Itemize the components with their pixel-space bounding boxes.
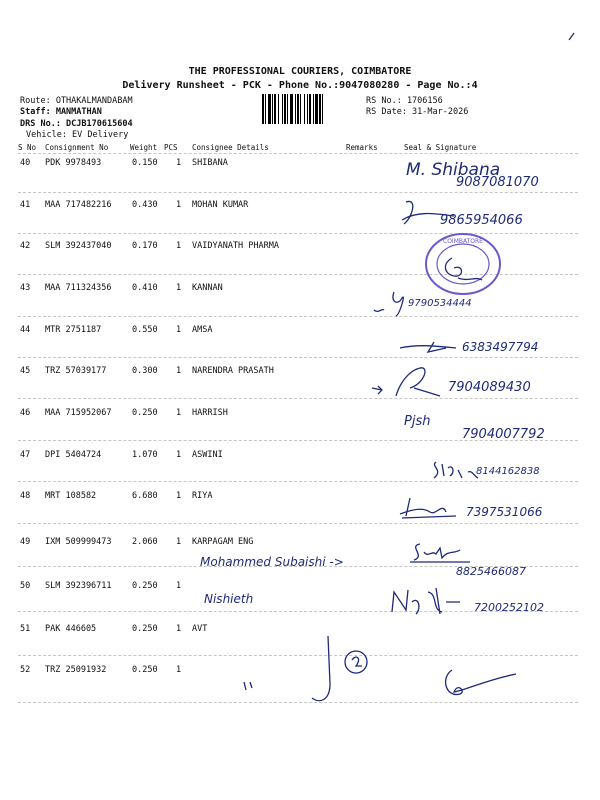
signature-r44 [398,338,458,356]
cell-sno: 40 [20,158,31,168]
handwritten-phone-r50: 7200252102 [474,601,544,614]
row-divider [18,153,578,154]
barcode-bar [322,94,323,124]
barcode-bar [268,94,271,124]
barcode-bar [272,94,273,124]
signature-r40-name: M. Shibana [406,160,501,180]
cell-weight: 0.250 [132,624,158,634]
cell-consignment: MRT 108582 [45,491,97,501]
handwritten-phone-r48: 7397531066 [466,505,543,519]
runsheet-title: Delivery Runsheet - PCK - Phone No.:9047080280 - Page No.:4 [122,80,478,91]
cell-weight: 0.170 [132,241,158,251]
barcode-bar [274,94,276,124]
barcode-bar [287,94,288,124]
cell-sno: 42 [20,241,31,251]
cell-weight: 0.250 [132,665,158,675]
cell-pcs: 1 [176,581,182,591]
vehicle: Vehicle: EV Delivery [26,130,129,140]
col-remarks: Remarks [346,143,378,152]
barcode-bar [313,94,314,124]
col-consignment: Consignment No [45,143,109,152]
cell-sno: 50 [20,581,31,591]
cell-weight: 6.680 [132,491,158,501]
barcode-bar [309,94,311,124]
handwritten-phone-r45: 7904089430 [448,380,531,395]
cell-weight: 0.250 [132,581,158,591]
company-title: THE PROFESSIONAL COURIERS, COIMBATORE [188,66,412,77]
barcode-bar [265,94,266,124]
cell-pcs: 1 [176,491,182,501]
cell-pcs: 1 [176,158,182,168]
barcode-bar [295,94,296,124]
table-row [0,283,600,325]
cell-pcs: 1 [176,283,182,293]
cell-consignee: NARENDRA PRASATH [192,366,274,376]
col-weight: Weight [130,143,158,152]
drs-number: DRS No.: DCJB170615604 [20,119,133,129]
cell-consignment: PDK 9978493 [45,158,102,168]
cell-consignment: TRZ 25091932 [45,665,107,675]
barcode [262,94,362,124]
cell-weight: 1.070 [132,450,158,460]
handwritten-phone-r43: 9790534444 [408,298,472,309]
signature-r45 [370,362,444,402]
cell-consignment: MAA 717482216 [45,200,112,210]
signature-r48 [396,494,460,522]
cell-consignment: MAA 715952067 [45,408,112,418]
cell-consignment: PAK 446605 [45,624,97,634]
cell-consignee: AMSA [192,325,213,335]
cell-consignee: KANNAN [192,283,223,293]
row-divider [18,523,578,524]
rs-number: RS No.: 1706156 [366,96,443,106]
signature-r49 [406,540,474,566]
signature-r52 [436,664,520,700]
cell-consignee: VAIDYANATH PHARMA [192,241,279,251]
col-seal-signature: Seal & Signature [404,143,477,152]
handwritten-phone-r47: 8144162838 [476,466,540,477]
cell-sno: 47 [20,450,31,460]
handwritten-note-r49: Mohammed Subaishi -> [200,555,344,569]
cell-consignee: ASWINI [192,450,223,460]
cell-sno: 51 [20,624,31,634]
cell-weight: 0.550 [132,325,158,335]
cell-pcs: 1 [176,537,182,547]
barcode-bar [290,94,293,124]
signature-r50 [388,584,464,618]
stamp-text: COIMBATORE [443,238,483,245]
signature-r52-scribble [236,634,382,710]
handwritten-phone-r44: 6383497794 [462,340,539,354]
cell-consignment: MTR 2751187 [45,325,102,335]
cell-consignee: MOHAN KUMAR [192,200,249,210]
cell-consignee: SHIBANA [192,158,228,168]
barcode-bar [319,94,321,124]
signature-r46: Pjsh [404,414,431,429]
row-divider [18,398,578,399]
cell-sno: 49 [20,537,31,547]
signature-r47 [428,458,480,482]
cell-pcs: 1 [176,408,182,418]
barcode-bar [297,94,299,124]
cell-consignment: DPI 5404724 [45,450,102,460]
route: Route: OTHAKALMANDABAM [20,96,133,106]
barcode-bar [284,94,286,124]
row-divider [18,481,578,482]
cell-consignment: SLM 392437040 [45,241,112,251]
cell-consignment: SLM 392396711 [45,581,112,591]
cell-sno: 52 [20,665,31,675]
barcode-bar [262,94,264,124]
barcode-bar [278,94,279,124]
corner-mark-icon [566,30,578,42]
cell-weight: 0.300 [132,366,158,376]
cell-pcs: 1 [176,366,182,376]
cell-weight: 0.410 [132,283,158,293]
cell-weight: 0.430 [132,200,158,210]
cell-consignee: AVT [192,624,208,634]
cell-pcs: 1 [176,200,182,210]
cell-pcs: 1 [176,450,182,460]
staff: Staff: MANMATHAN [20,107,102,117]
handwritten-phone-r41: 9865954066 [440,213,523,228]
barcode-bar [300,94,301,124]
cell-consignee: KARPAGAM ENG [192,537,254,547]
cell-sno: 48 [20,491,31,501]
barcode-bar [315,94,318,124]
row-divider [18,357,578,358]
handwritten-name-r50: Nishieth [204,592,254,606]
cell-pcs: 1 [176,325,182,335]
cell-weight: 0.150 [132,158,158,168]
cell-weight: 2.060 [132,537,158,547]
cell-consignee: HARRISH [192,408,228,418]
barcode-bar [282,94,283,124]
handwritten-phone-r46: 7904007792 [462,427,545,442]
handwritten-phone-r40: 9087081070 [456,175,539,190]
table-row [0,241,600,283]
signature-r42 [440,254,486,288]
cell-pcs: 1 [176,624,182,634]
row-divider [18,192,578,193]
col-consignee: Consignee Details [192,143,269,152]
row-divider [18,316,578,317]
cell-sno: 43 [20,283,31,293]
cell-sno: 45 [20,366,31,376]
cell-weight: 0.250 [132,408,158,418]
cell-consignment: IXM 509999473 [45,537,112,547]
cell-consignee: RIYA [192,491,213,501]
cell-consignment: MAA 711324356 [45,283,112,293]
cell-sno: 44 [20,325,31,335]
rs-date: RS Date: 31-Mar-2026 [366,107,469,117]
cell-consignment: TRZ 57039177 [45,366,107,376]
barcode-bar [307,94,308,124]
col-sno: S No [18,143,37,152]
cell-sno: 46 [20,408,31,418]
cell-pcs: 1 [176,241,182,251]
cell-sno: 41 [20,200,31,210]
col-pcs: PCS [164,143,178,152]
cell-pcs: 1 [176,665,182,675]
barcode-bar [304,94,305,124]
handwritten-phone-r49: 8825466087 [456,565,526,578]
